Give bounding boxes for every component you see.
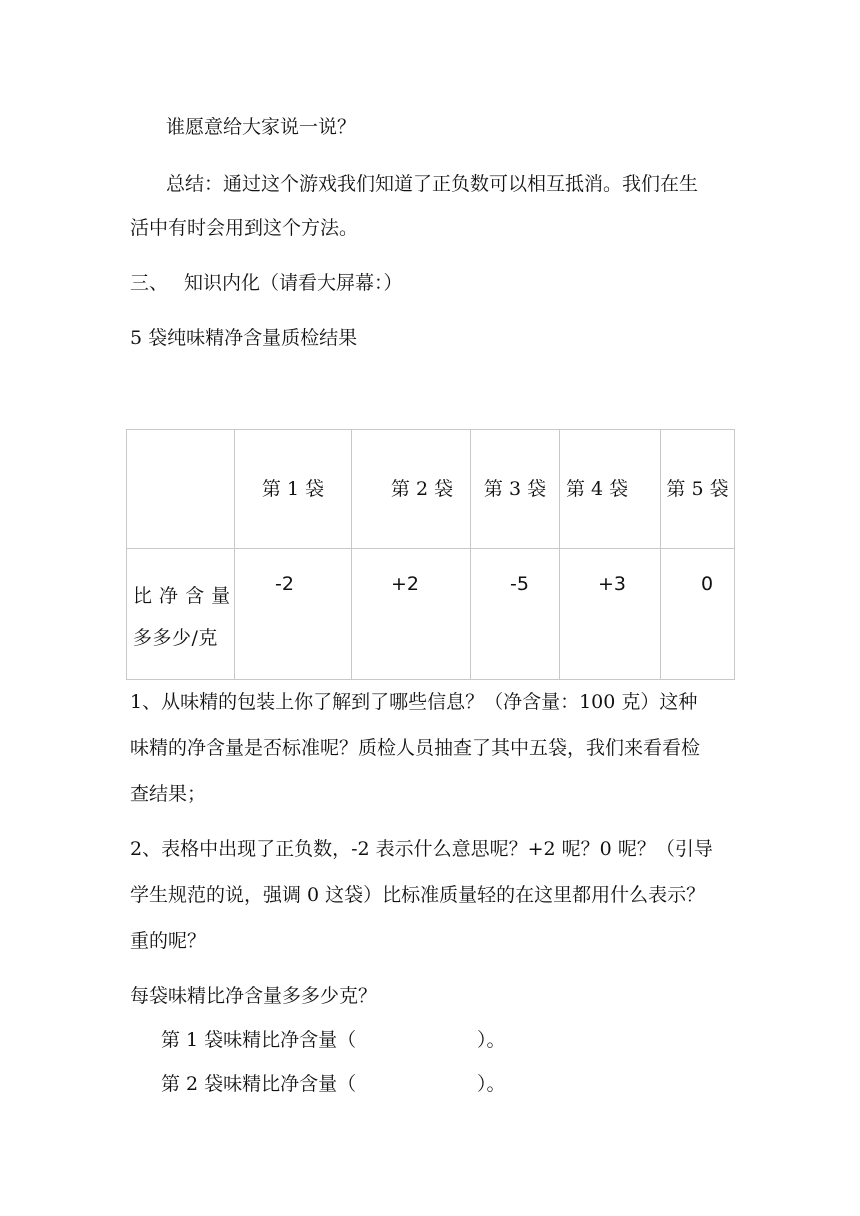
table-row <box>127 549 735 680</box>
table-value-cell: +2 <box>352 549 471 680</box>
question-2-line1: 2、表格中出现了正负数，-2 表示什么意思呢？+2 呢？0 呢？（引导 <box>130 838 713 860</box>
fill-in-bag-1: 第 1 袋味精比净含量（ ）。 <box>161 1029 506 1051</box>
section-3-title: 知识内化（请看大屏幕：） <box>184 272 403 294</box>
table-value-cell: 0 <box>661 549 735 680</box>
table-value-cell: +3 <box>560 549 661 680</box>
table-caption: 5 袋纯味精净含量质检结果 <box>130 327 358 349</box>
paragraph-ask: 谁愿意给大家说一说？ <box>166 116 357 138</box>
table-header-cell: 第 5 袋 <box>661 430 735 549</box>
table-header-corner <box>127 430 235 549</box>
table-value-cell: -5 <box>471 549 560 680</box>
paragraph-summary-line2: 活中有时会用到这个方法。 <box>130 217 359 239</box>
table-header-cell: 第 1 袋 <box>235 430 352 549</box>
each-bag-question: 每袋味精比净含量多多少克？ <box>130 985 378 1007</box>
question-2-line3: 重的呢？ <box>130 930 207 952</box>
table-header-row <box>127 430 735 549</box>
question-2-line2: 学生规范的说，强调 0 这袋）比标准质量轻的在这里都用什么表示？ <box>130 884 706 906</box>
question-1-line2: 味精的净含量是否标准呢？质检人员抽查了其中五袋，我们来看看检 <box>130 737 701 759</box>
table-value-cell: -2 <box>235 549 352 680</box>
table-header-cell: 第 4 袋 <box>560 430 661 549</box>
fill-in-bag-2: 第 2 袋味精比净含量（ ）。 <box>161 1073 506 1095</box>
section-3-number: 三、 <box>130 272 169 294</box>
paragraph-summary-line1: 总结：通过这个游戏我们知道了正负数可以相互抵消。我们在生 <box>166 173 699 195</box>
table-header-cell: 第 3 袋 <box>471 430 560 549</box>
quality-check-table <box>126 429 735 680</box>
question-1-line3: 查结果； <box>130 783 207 805</box>
question-1-line1: 1、从味精的包装上你了解到了哪些信息？（净含量：100 克）这种 <box>130 691 698 713</box>
table-row-label: 比 净 含 量 多多少/克 <box>127 549 235 680</box>
table-header-cell: 第 2 袋 <box>352 430 471 549</box>
